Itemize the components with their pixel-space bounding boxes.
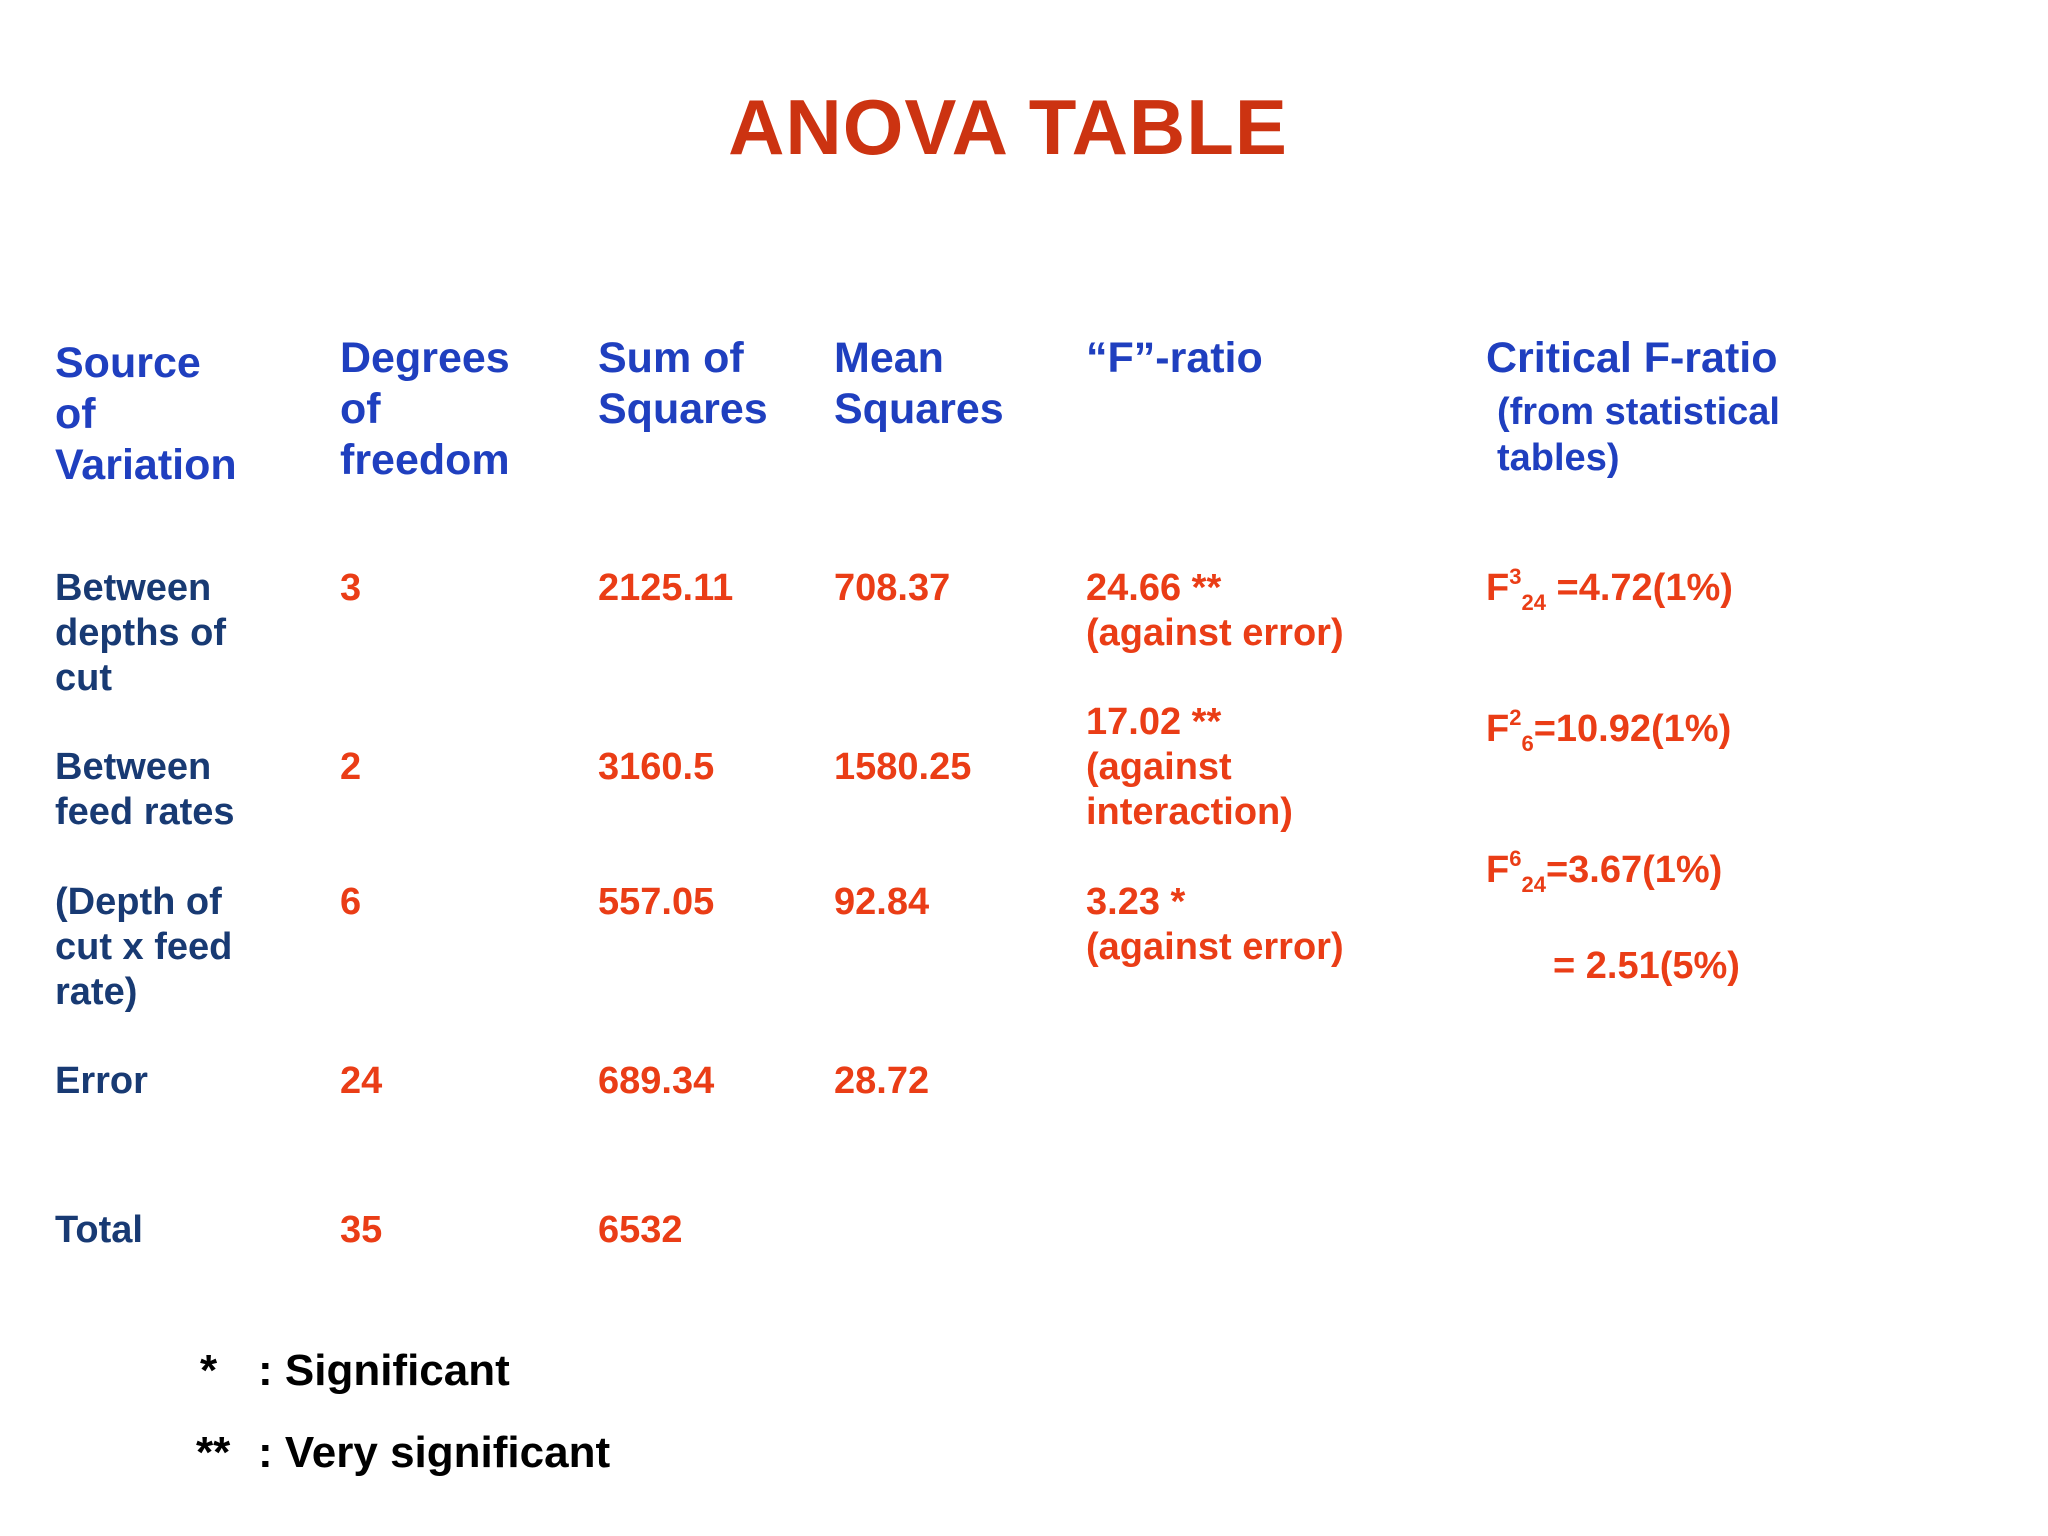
legend-significant bbox=[200, 1346, 510, 1396]
header-degrees-of-freedom: Degrees of freedom bbox=[340, 334, 510, 484]
row-dof-interaction: 6 bbox=[340, 881, 362, 923]
row-ms-interaction: 92.84 bbox=[834, 881, 930, 923]
row-ss-interaction: 557.05 bbox=[598, 881, 715, 923]
row-dof-total: 35 bbox=[340, 1209, 383, 1251]
f-ratio-feed-rates: 17.02 ** (against interaction) bbox=[1086, 701, 1293, 833]
legend-text: : Significant bbox=[258, 1346, 510, 1395]
row-source-total: Total bbox=[55, 1209, 143, 1251]
row-dof-depths-of-cut: 3 bbox=[340, 567, 362, 609]
header-critical-f-ratio: Critical F-ratio bbox=[1486, 334, 1778, 382]
row-ss-feed-rates: 3160.5 bbox=[598, 746, 715, 788]
row-source-interaction: (Depth of cut x feed rate) bbox=[55, 881, 233, 1013]
row-ms-error: 28.72 bbox=[834, 1060, 930, 1102]
row-ms-feed-rates: 1580.25 bbox=[834, 746, 972, 788]
header-critical-f-ratio-note: (from statistical tables) bbox=[1497, 391, 1780, 479]
row-source-feed-rates: Between feed rates bbox=[55, 746, 235, 833]
critical-f-interaction: $F^6_{24}=3.67(1\%)$ bbox=[1486, 846, 1723, 897]
header-sum-of-squares: Sum of Squares bbox=[598, 334, 768, 433]
header-f-ratio: “F”-ratio bbox=[1086, 334, 1263, 382]
critical-f-interaction-5pct: = 2.51(5%) bbox=[1553, 945, 1740, 987]
row-ms-depths-of-cut: 708.37 bbox=[834, 567, 951, 609]
row-source-depths-of-cut: Between depths of cut bbox=[55, 567, 226, 699]
header-mean-squares: Mean Squares bbox=[834, 334, 1004, 433]
legend-text: : Very significant bbox=[258, 1428, 611, 1477]
f-ratio-depths-of-cut: 24.66 ** (against error) bbox=[1086, 567, 1344, 654]
header-source-of-variation: Source of Variation bbox=[55, 339, 237, 489]
page-title: ANOVA TABLE bbox=[728, 83, 1288, 171]
critical-f-feed-rates: $F^2_6=10.92(1\%)$ bbox=[1486, 705, 1732, 756]
legend-very-significant bbox=[196, 1428, 610, 1478]
row-dof-error: 24 bbox=[340, 1060, 383, 1102]
row-ss-total: 6532 bbox=[598, 1209, 683, 1251]
row-dof-feed-rates: 2 bbox=[340, 746, 362, 788]
row-source-error: Error bbox=[55, 1060, 148, 1102]
legend-symbol: * bbox=[200, 1346, 218, 1395]
legend-symbol: ** bbox=[196, 1428, 231, 1477]
row-ss-error: 689.34 bbox=[598, 1060, 715, 1102]
f-ratio-interaction: 3.23 * (against error) bbox=[1086, 881, 1344, 968]
critical-f-depths-of-cut: $F^3_{24} =4.72(1\%)$ bbox=[1486, 564, 1733, 615]
row-ss-depths-of-cut: 2125.11 bbox=[598, 567, 734, 609]
